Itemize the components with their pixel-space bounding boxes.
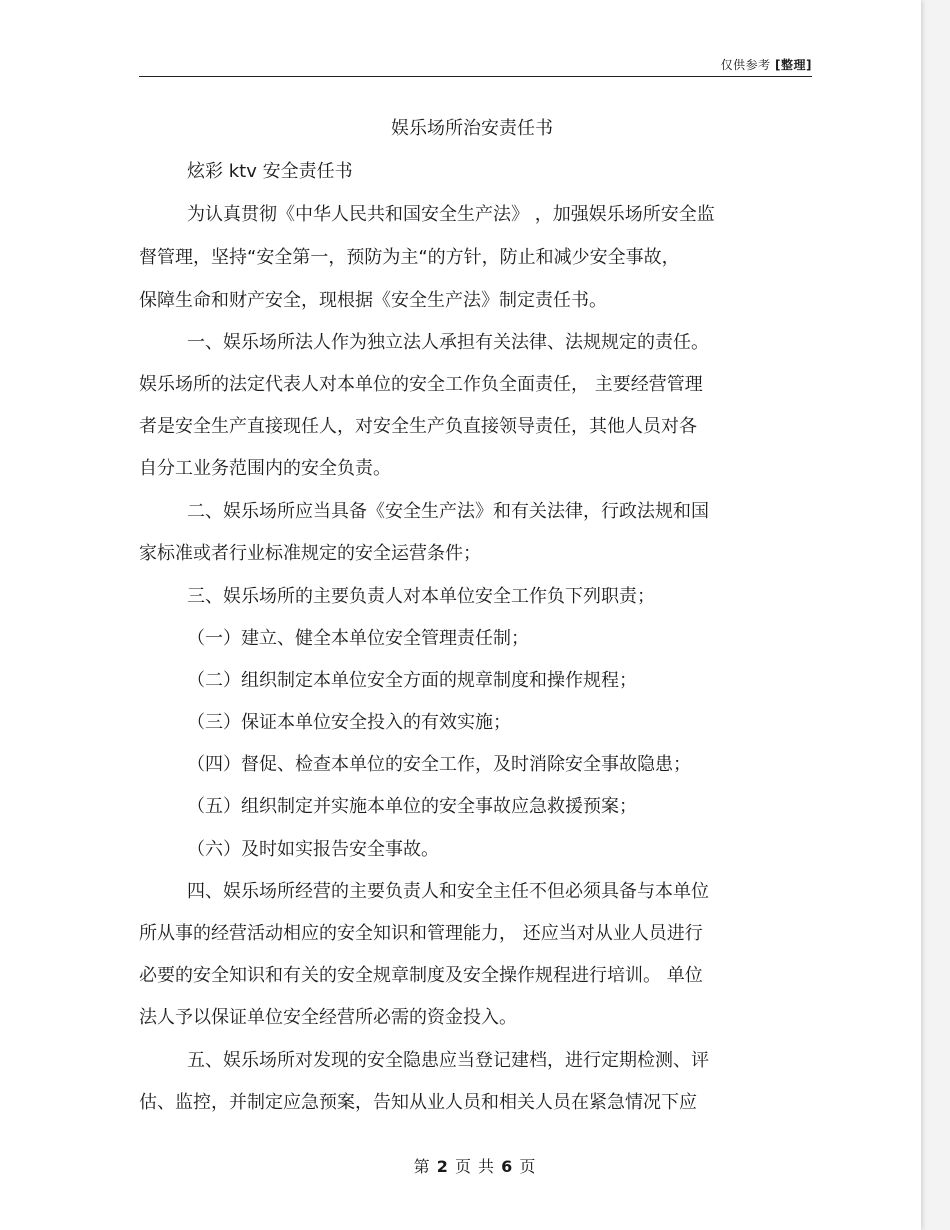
list-item: （六）及时如实报告安全事故。 xyxy=(187,839,439,860)
list-item: （二）组织制定本单位安全方面的规章制度和操作规程； xyxy=(187,670,637,691)
list-item: （五）组织制定并实施本单位的安全事故应急救援预案； xyxy=(187,796,637,817)
paragraph-line: 督管理，坚持“安全第一，预防为主“的方针，防止和减少安全事故， xyxy=(139,247,680,268)
paragraph-line: 五、娱乐场所对发现的安全隐患应当登记建档，进行定期检测、评 xyxy=(187,1050,709,1071)
document-title: 娱乐场所治安责任书 xyxy=(391,118,553,139)
paragraph-line: 家标准或者行业标准规定的安全运营条件； xyxy=(139,543,481,564)
paragraph-line: 必要的安全知识和有关的安全规章制度及安全操作规程进行培训。 单位 xyxy=(139,965,703,986)
total-page-number: 6 xyxy=(501,1157,514,1176)
page-footer xyxy=(0,1154,950,1177)
current-page-number: 2 xyxy=(436,1157,449,1176)
list-item: （四）督促、检查本单位的安全工作，及时消除安全事故隐患； xyxy=(187,754,691,775)
footer-prefix: 第 xyxy=(413,1157,431,1176)
header-divider xyxy=(139,76,812,77)
header-tag: [整理] xyxy=(775,58,812,72)
paragraph-line: 三、娱乐场所的主要负责人对本单位安全工作负下列职责； xyxy=(187,586,655,607)
paragraph-line: 所从事的经营活动相应的安全知识和管理能力， 还应当对从业人员进行 xyxy=(139,923,703,944)
paragraph-line: 保障生命和财产安全，现根据《安全生产法》制定责任书。 xyxy=(139,290,607,311)
paragraph-line: 二、娱乐场所应当具备《安全生产法》和有关法律，行政法规和国 xyxy=(187,501,709,522)
subtitle-line: 炫彩 ktv 安全责任书 xyxy=(187,161,353,182)
paragraph-line: 一、娱乐场所法人作为独立法人承担有关法律、法规规定的责任。 xyxy=(187,332,709,353)
paragraph-line: 估、监控，并制定应急预案，告知从业人员和相关人员在紧急情况下应 xyxy=(139,1092,697,1113)
paragraph-line: 娱乐场所的法定代表人对本单位的安全工作负全面责任， 主要经营管理 xyxy=(139,374,703,395)
paragraph-line: 自分工业务范围内的安全负责。 xyxy=(139,458,391,479)
paragraph-line: 法人予以保证单位安全经营所必需的资金投入。 xyxy=(139,1007,517,1028)
paragraph-line: 为认真贯彻《中华人民共和国安全生产法》 ，加强娱乐场所安全监 xyxy=(187,204,715,225)
list-item: （一）建立、健全本单位安全管理责任制； xyxy=(187,628,529,649)
page-header xyxy=(0,56,812,73)
footer-suffix: 页 xyxy=(519,1157,537,1176)
paragraph-line: 者是安全生产直接现任人，对安全生产负直接领导责任，其他人员对各 xyxy=(139,416,697,437)
paragraph-line: 四、娱乐场所经营的主要负责人和安全主任不但必须具备与本单位 xyxy=(187,881,709,902)
header-note: 仅供参考 xyxy=(720,58,771,72)
list-item: （三）保证本单位安全投入的有效实施； xyxy=(187,712,511,733)
footer-middle: 页 共 xyxy=(454,1157,496,1176)
